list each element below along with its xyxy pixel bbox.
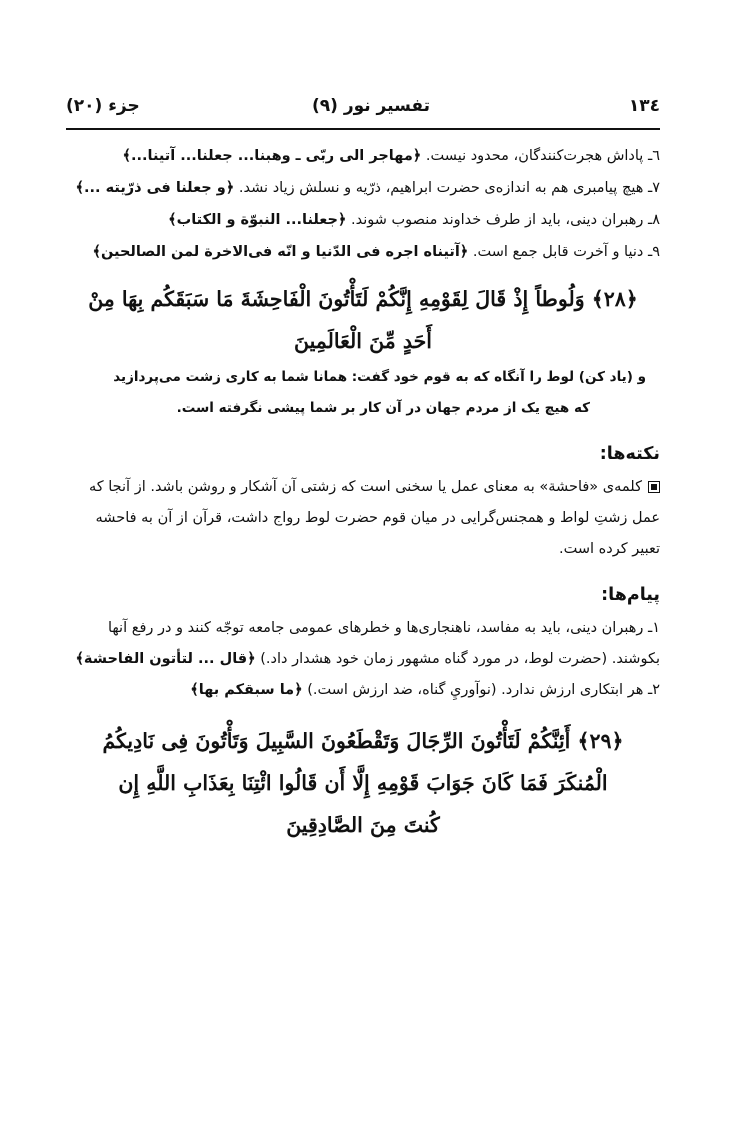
verse-line: أَحَدٍ مِّنَ الْعَالَمِينَ (294, 329, 432, 353)
note-text: كلمه‌ى «فاحشة» به معناى عمل يا سخنى است كه زشتى آن آشكار و روشن باشد. از آنجا كه عمل زشتِ لواط و همجنس‌گرايى در ميان قوم حضرت لوط رواج داشت، قرآن از آن به فاحشه تعبير كرده است. (88, 479, 660, 557)
point-8 (66, 204, 660, 236)
verse-line: ﴿٢٩﴾ أَئِنَّكُمْ لَتَأْتُونَ الرِّجَالَ وَتَقْطَعُونَ السَّبِيلَ وَتَأْتُونَ فِى نَادِيكُمُ (102, 729, 624, 753)
translation-line: كه هيچ يک از مردم جهان در آن كار بر شما پيشى نگرفته است. (176, 400, 590, 416)
page-number: ١٣٤ (628, 96, 660, 116)
point-quote: ﴿آتيناه اجره فى الدّنيا و انّه فى‌الاخرة لمن الصالحين﴾ (92, 244, 469, 260)
point-7 (66, 172, 660, 204)
point-quote: ﴿جعلنا... النبوّة و الكتاب﴾ (168, 212, 347, 228)
point-text: ٦ـ پاداش هجرت‌كنندگان، محدود نيست. (425, 148, 660, 164)
message-2 (66, 675, 660, 706)
verse-line: الْمُنكَرَ فَمَا كَانَ جَوَابَ قَوْمِهِ إِلَّا أَن قَالُوا ائْتِنَا بِعَذَابِ اللَّهِ إِن (118, 771, 608, 795)
square-bullet-icon (648, 481, 660, 493)
note-item (66, 472, 660, 565)
message-quote: ﴿ما سبقكم بها﴾ (190, 682, 303, 698)
point-quote: ﴿و جعلنا فى ذرّيته ...﴾ (75, 180, 235, 196)
message-1 (66, 613, 660, 675)
page-header (66, 96, 660, 122)
point-text: ٧ـ هيچ پيامبرى هم به اندازه‌ى حضرت ابراهيم، ذرّيه و نسلش زياد نشد. (238, 180, 660, 196)
message-quote: ﴿قال ... لتأتون الفاحشة﴾ (75, 651, 256, 667)
top-points (66, 140, 660, 268)
page-body (66, 140, 660, 846)
translation-28 (66, 362, 660, 424)
verse-line: كُنتَ مِنَ الصَّادِقِينَ (286, 813, 440, 837)
messages-heading: پيام‌ها: (601, 585, 660, 605)
translation-line: و (ياد كن) لوط را آنگاه كه به قوم خود گفت: همانا شما به كارى زشت مى‌پردازيد (113, 369, 646, 385)
point-text: ٩ـ دنيا و آخرت قابل جمع است. (472, 244, 660, 260)
verse-29 (66, 720, 660, 846)
point-quote: ﴿مهاجر الى ربّى ـ وهبنا... جعلنا... آتينا...﴾ (122, 148, 422, 164)
header-rule (66, 128, 660, 130)
book-title: تفسير نور (٩) (311, 96, 430, 116)
verse-28 (66, 278, 660, 362)
message-text: ١ـ رهبران دينى، بايد به مفاسد، ناهنجارى‌ها و خطرهاى عمومى جامعه توجّه كنند و در رفع آنها بكوشند. (حضرت لوط، در مورد گناه مشهور زمان خود هشدار داد.) (107, 620, 660, 667)
notes-heading: نكته‌ها: (599, 444, 660, 464)
part-number: جزء (٢٠) (66, 96, 140, 116)
point-text: ٨ـ رهبران دينى، بايد از طرف خداوند منصوب شوند. (351, 212, 660, 228)
point-6 (66, 140, 660, 172)
verse-line: ﴿٢٨﴾ وَلُوطاً إِذْ قَالَ لِقَوْمِهِ إِنَّكُمْ لَتَأْتُونَ الْفَاحِشَةَ مَا سَبَقَكُم بِهَا مِنْ (88, 287, 638, 311)
message-text: ٢ـ هر ابتكارى ارزش ندارد. (نوآوريِ گناه، ضد ارزش است.) (307, 682, 660, 698)
point-9 (66, 236, 660, 268)
